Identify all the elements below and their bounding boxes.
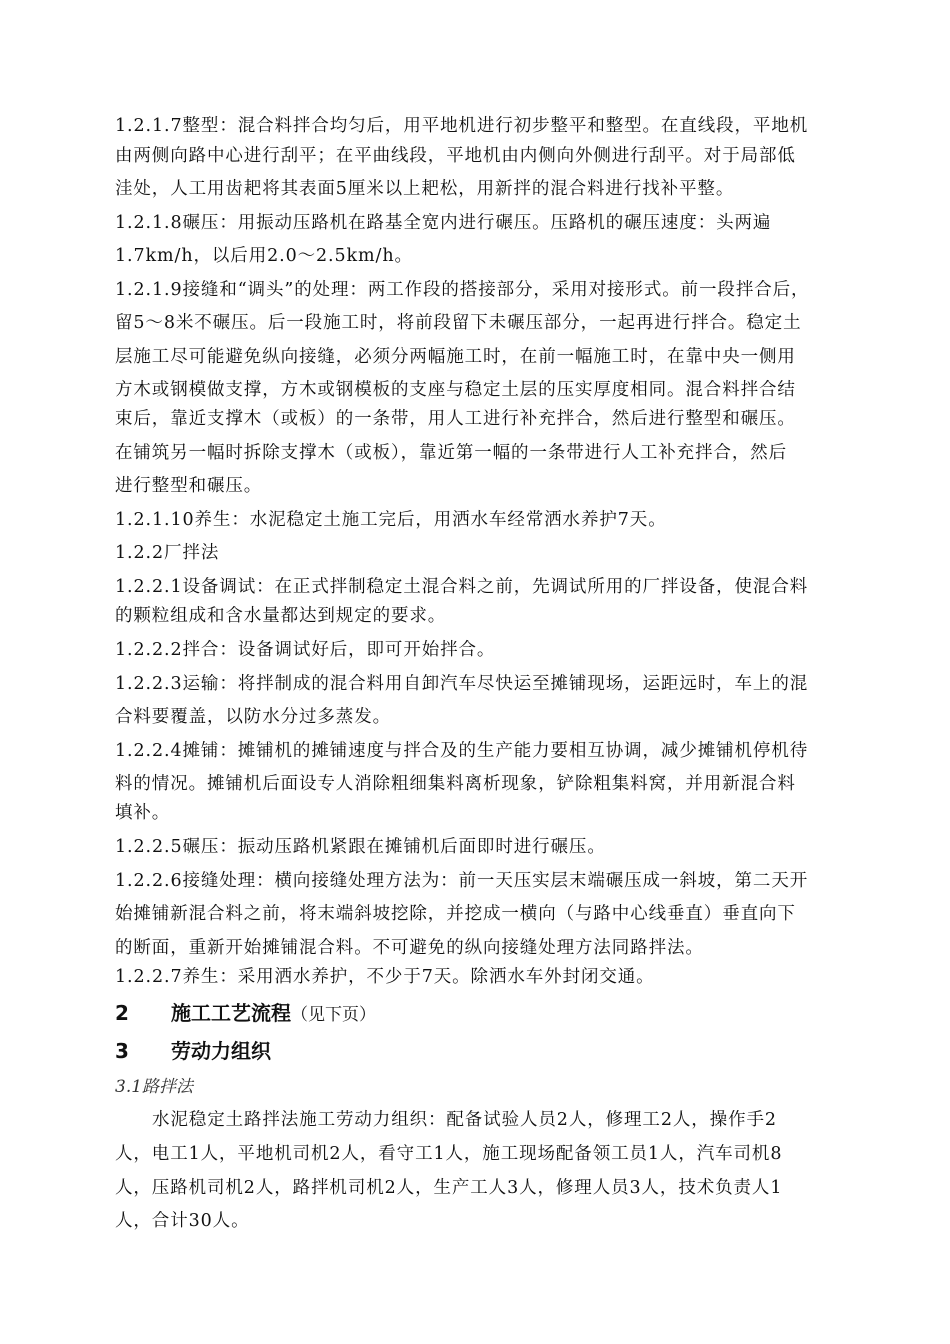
text-line: 1.2.2.3运输：将拌制成的混合料用自卸汽车尽快运至摊铺现场，运距远时，车上的混 [115, 674, 809, 694]
text-line: 始摊铺新混合料之前，将末端斜坡挖除，并挖成一横向（与路中心线垂直）垂直向下 [115, 904, 796, 924]
text-line: 1.2.1.9接缝和“调头”的处理：两工作段的搭接部分，采用对接形式。前一段拌合后， [115, 280, 810, 300]
text-line: 方木或钢模做支撑，方木或钢模板的支座与稳定土层的压实厚度相同。混合料拌合结 [115, 380, 796, 400]
text-line: 进行整型和碾压。 [115, 476, 263, 496]
text-line: 在铺筑另一幅时拆除支撑木（或板），靠近第一幅的一条带进行人工补充拌合，然后 [115, 443, 788, 463]
section-title: 劳动力组织 [171, 1039, 271, 1063]
section-number: 2 [115, 1001, 129, 1025]
text-line: 束后，靠近支撑木（或板）的一条带，用人工进行补充拌合，然后进行整型和碾压。 [115, 409, 796, 429]
text-line: 1.2.2.7养生：采用洒水养护，不少于7天。除洒水车外封闭交通。 [115, 967, 655, 987]
text-line: 由两侧向路中心进行刮平；在平曲线段，平地机由内侧向外侧进行刮平。对于局部低 [115, 146, 796, 166]
text-line: 1.2.1.10养生：水泥稳定土施工完后，用洒水车经常洒水养护7天。 [115, 510, 667, 530]
paragraph-line: 水泥稳定土路拌法施工劳动力组织：配备试验人员2人，修理工2人，操作手2 [152, 1110, 777, 1130]
text-line: 的颗粒组成和含水量都达到规定的要求。 [115, 606, 447, 626]
text-line: 1.2.1.7整型：混合料拌合均匀后，用平地机进行初步整平和整型。在直线段，平地机 [115, 116, 809, 136]
text-line: 填补。 [115, 803, 171, 823]
text-line: 1.2.1.8碾压：用振动压路机在路基全宽内进行碾压。压路机的碾压速度：头两遍 [115, 213, 772, 233]
text-line: 1.7km/h，以后用2.0～2.5km/h。 [115, 246, 413, 266]
section-title: 施工工艺流程 [171, 1001, 291, 1025]
text-line: 洼处，人工用齿耙将其表面5厘米以上耙松，用新拌的混合料进行找补平整。 [115, 179, 735, 199]
section-number: 3 [115, 1039, 129, 1063]
subsection-heading: 3.1路拌法 [115, 1077, 194, 1097]
text-line: 层施工尽可能避免纵向接缝，必须分两幅施工时，在前一幅施工时，在靠中央一侧用 [115, 347, 796, 367]
text-line: 1.2.2.6接缝处理：横向接缝处理方法为：前一天压实层末端碾压成一斜坡，第二天开 [115, 871, 809, 891]
paragraph-line: 人，压路机司机2人，路拌机司机2人，生产工人3人，修理人员3人，技术负责人1 [115, 1178, 783, 1198]
text-line: 料的情况。摊铺机后面设专人消除粗细集料离析现象，铲除粗集料窝，并用新混合料 [115, 774, 796, 794]
text-line: 1.2.2厂拌法 [115, 543, 220, 563]
text-line: 1.2.2.1设备调试：在正式拌制稳定土混合料之前，先调试所用的厂拌设备，使混合料 [115, 577, 809, 597]
text-line: 1.2.2.5碾压：振动压路机紧跟在摊铺机后面即时进行碾压。 [115, 837, 606, 857]
text-line: 1.2.2.4摊铺：摊铺机的摊铺速度与拌合及的生产能力要相互协调，减少摊铺机停机待 [115, 741, 809, 761]
section-heading-2 [115, 1000, 376, 1028]
paragraph-line: 人，电工1人，平地机司机2人，看守工1人，施工现场配备领工员1人，汽车司机8 [115, 1144, 783, 1164]
paragraph-line: 人，合计30人。 [115, 1211, 250, 1231]
text-line: 1.2.2.2拌合：设备调试好后，即可开始拌合。 [115, 640, 496, 660]
section-heading-3 [115, 1038, 271, 1064]
text-line: 的断面，重新开始摊铺混合料。不可避免的纵向接缝处理方法同路拌法。 [115, 938, 704, 958]
text-line: 留5～8米不碾压。后一段施工时，将前段留下未碾压部分，一起再进行拌合。稳定土 [115, 313, 802, 333]
section-note: （见下页） [291, 1005, 376, 1025]
text-line: 合料要覆盖，以防水分过多蒸发。 [115, 707, 391, 727]
